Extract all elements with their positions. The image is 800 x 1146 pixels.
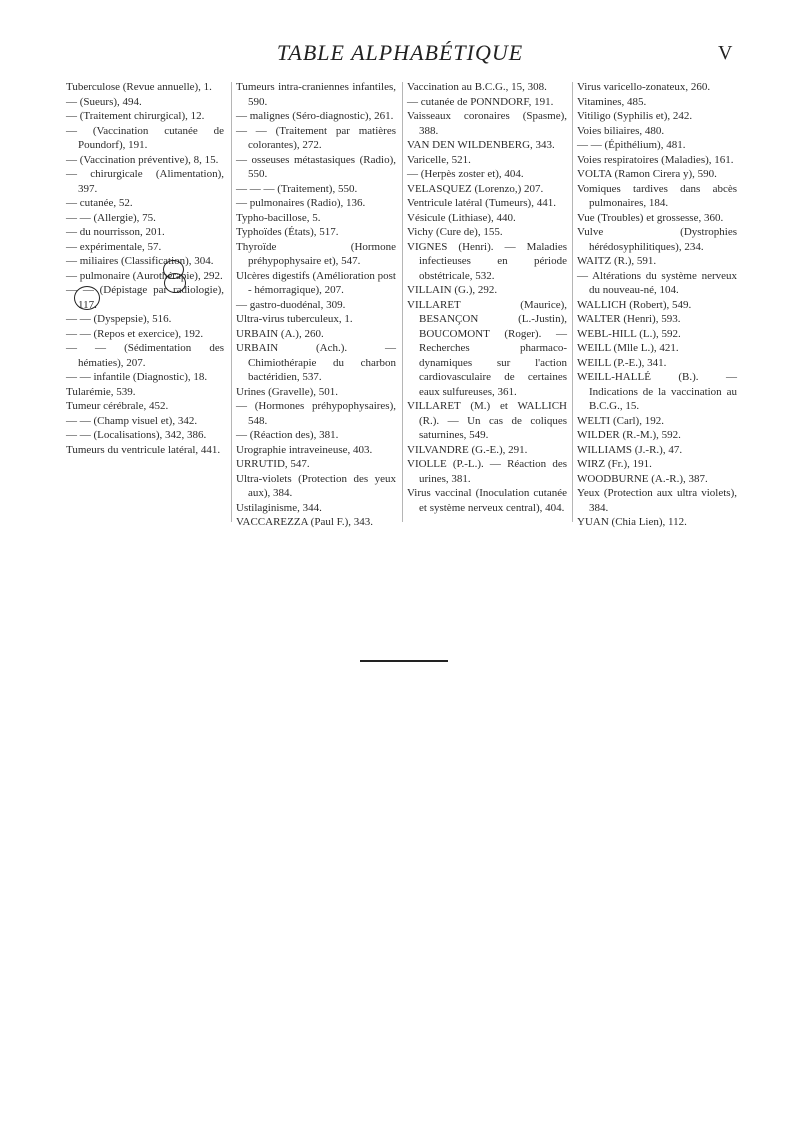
index-entry: — malignes (Séro-diagnostic), 261. (236, 110, 394, 122)
index-entry: — pulmonaire (Aurothérapie), 292. (66, 269, 223, 282)
index-entry: Voies respiratoires (Maladies), 161. (577, 153, 734, 166)
index-entry: Ulcères digestifs (Amélioration post - hémorragique), 207. (236, 269, 396, 296)
index-entry: Urographie intraveineuse, 403. (236, 443, 373, 456)
index-entry: WEILL (Mlle L.), 421. (577, 342, 679, 354)
index-entry: VILLARET (M.) et WALLICH (R.). — Un cas de coliques saturnines, 549. (407, 400, 567, 441)
index-entry: Tumeur cérébrale, 452. (66, 400, 169, 412)
index-entry: Virus vaccinal (Inoculation cutanée et système nerveux central), 404. (407, 487, 567, 514)
index-entry: Thyroïde (Hormone préhypophysaire et), 547. (236, 240, 396, 267)
index-entry: — — infantile (Diagnostic), 18. (66, 371, 208, 383)
index-column-4 (577, 80, 737, 530)
index-entry: — osseuses métastasiques (Radio), 550. (236, 153, 396, 180)
index-entry: Vésicule (Lithiase), 440. (407, 211, 516, 224)
index-entry: — (Traitement chirurgical), 12. (66, 110, 205, 122)
index-entry: Vulve (Dystrophies hérédosyphilitiques), 234. (577, 226, 737, 253)
handwritten-circle-mark (74, 286, 100, 310)
index-entry: VOLTA (Ramon Cirera y), 590. (577, 168, 717, 180)
index-entry: — cutanée, 52. (66, 197, 133, 209)
index-entry: — du nourrisson, 201. (66, 226, 165, 238)
index-entry: — — (Dyspepsie), 516. (66, 313, 172, 325)
index-entry: Varicelle, 521. (407, 153, 471, 166)
index-entry: Ultra-violets (Protection des yeux aux), 384. (236, 472, 396, 499)
index-entry: — expérimentale, 57. (66, 240, 162, 253)
page-title: TABLE ALPHABÉTIQUE (276, 40, 524, 65)
index-entry: — — (Traitement par matières colorantes), 272. (236, 124, 396, 151)
index-entry: WELTI (Carl), 192. (577, 414, 664, 427)
index-column-3 (407, 80, 567, 515)
index-entry: — chirurgicale (Alimentation), 397. (66, 168, 224, 195)
index-entry: VELASQUEZ (Lorenzo,) 207. (407, 182, 544, 195)
index-entry: VACCAREZZA (Paul F.), 343. (236, 516, 374, 528)
index-entry: WILDER (R.-M.), 592. (577, 429, 681, 441)
index-entry: WIRZ (Fr.), 191. (577, 458, 652, 470)
index-entry: — — (Épithélium), 481. (577, 139, 686, 151)
index-entry: Vaisseaux coronaires (Spasme), 388. (407, 110, 567, 137)
index-entry: VAN DEN WILDENBERG, 343. (407, 139, 555, 151)
index-entry: Virus varicello-zonateux, 260. (577, 81, 711, 93)
index-entry: VILVANDRE (G.-E.), 291. (407, 443, 528, 456)
index-entry: — — (Localisations), 342, 386. (66, 429, 207, 441)
index-entry: Typhoïdes (États), 517. (236, 226, 339, 238)
index-entry: VIOLLE (P.-L.). — Réaction des urines, 381. (407, 458, 567, 485)
index-column-1 (66, 80, 224, 457)
index-entry: Tularémie, 539. (66, 385, 136, 398)
index-entry: Vomiques tardives dans abcès pulmonaires, 184. (577, 182, 737, 209)
index-entry: URBAIN (A.), 260. (236, 327, 324, 340)
index-entry: Vitamines, 485. (577, 95, 647, 108)
index-entry: WEBL-HILL (L.), 592. (577, 327, 681, 340)
index-entry: — (Herpès zoster et), 404. (407, 168, 524, 180)
index-entry: — — (Sédimentation des hématies), 207. (66, 342, 224, 369)
index-entry: Ultra-virus tuberculeux, 1. (236, 313, 353, 325)
index-entry: Tumeurs du ventricule latéral, 441. (66, 443, 221, 456)
index-entry: — (Hormones préhypophysaires), 548. (236, 400, 396, 427)
index-entry: Vichy (Cure de), 155. (407, 226, 503, 238)
index-entry: Ventricule latéral (Tumeurs), 441. (407, 197, 556, 209)
index-entry: Tuberculose (Revue annuelle), 1. (66, 81, 212, 93)
end-rule (360, 660, 448, 662)
column-divider (572, 82, 573, 522)
index-entry: VILLARET (Maurice), BESANÇON (L.-Justin), BOUCOMONT (Roger). — Recherches pharmaco-dynamiques sur l'action cardiovasculaire de certaines eaux sulfureuses, 361. (407, 298, 567, 398)
index-entry: VILLAIN (G.), 292. (407, 284, 498, 296)
index-entry: WALTER (Henri), 593. (577, 313, 681, 325)
index-entry: — (Réaction des), 381. (236, 429, 339, 441)
index-entry: — miliaires (Classification), 304. (66, 255, 214, 267)
index-entry: Ustilaginisme, 344. (236, 501, 322, 514)
index-entry: — — (Dépistage par radiologie), 117. (66, 284, 224, 311)
index-entry: — (Vaccination cutanée de Poundorf), 191. (66, 124, 224, 151)
index-entry: WALLICH (Robert), 549. (577, 298, 692, 311)
index-entry: Typho-bacillose, 5. (236, 211, 321, 224)
handwritten-circle-mark (163, 260, 184, 279)
index-entry: Tumeurs intra-craniennes infantiles, 590. (236, 81, 396, 108)
column-divider (402, 82, 403, 522)
page-number: V (718, 42, 733, 64)
index-entry: — gastro-duodénal, 309. (236, 298, 346, 311)
index-entry: URRUTID, 547. (236, 458, 310, 470)
index-entry: VIGNES (Henri). — Maladies infectieuses en période obstétricale, 532. (407, 240, 567, 282)
index-entry: YUAN (Chia Lien), 112. (577, 516, 687, 528)
index-entry: Urines (Gravelle), 501. (236, 385, 339, 398)
index-entry: WILLIAMS (J.-R.), 47. (577, 443, 683, 456)
index-entry: WOODBURNE (A.-R.), 387. (577, 472, 708, 485)
index-entry: Vue (Troubles) et grossesse, 360. (577, 211, 724, 224)
index-entry: Voies biliaires, 480. (577, 124, 665, 137)
index-column-2 (236, 80, 396, 530)
index-entry: — (Vaccination préventive), 8, 15. (66, 153, 219, 166)
index-entry: — — (Allergie), 75. (66, 211, 156, 224)
index-entry: WAITZ (R.), 591. (577, 255, 657, 267)
index-entry: — — (Champ visuel et), 342. (66, 414, 198, 427)
index-entry: WEILL-HALLÉ (B.). — Indications de la vaccination au B.C.G., 15. (577, 371, 737, 412)
index-entry: WEILL (P.-E.), 341. (577, 356, 667, 369)
index-entry: — cutanée de PONNDORF, 191. (407, 95, 554, 108)
column-divider (231, 82, 232, 522)
index-entry: URBAIN (Ach.). — Chimiothérapie du charbon bactéridien, 537. (236, 342, 396, 383)
index-entry: — (Sueurs), 494. (66, 95, 142, 108)
index-entry: — — (Repos et exercice), 192. (66, 327, 204, 340)
index-entry: — pulmonaires (Radio), 136. (236, 197, 366, 209)
index-entry: — — — (Traitement), 550. (236, 182, 358, 195)
index-entry: — Altérations du système nerveux du nouveau-né, 104. (577, 269, 737, 296)
index-entry: Vaccination au B.C.G., 15, 308. (407, 81, 547, 93)
index-entry: Yeux (Protection aux ultra violets), 384. (577, 487, 737, 514)
index-entry: Vitiligo (Syphilis et), 242. (577, 110, 693, 122)
